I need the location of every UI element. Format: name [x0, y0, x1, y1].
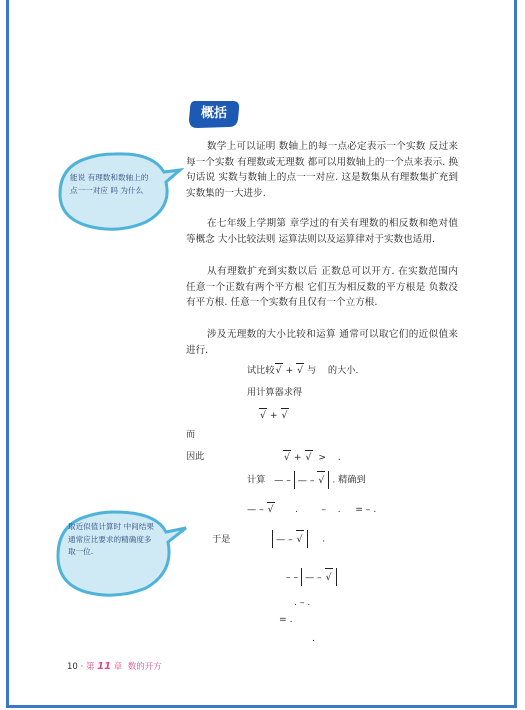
example-jisuan-line: 计算 — – — – √ . 精确到 — [247, 471, 366, 489]
sqrt-symbol — [275, 363, 283, 377]
sqrt-symbol — [305, 450, 313, 464]
example-row-a: — – √ . – . = – . — [247, 502, 376, 516]
example-yushi-label: 于是 — [212, 534, 231, 545]
example-compare-line: 试比较√ + √ 与 的大小. — [247, 363, 358, 377]
chapter-title: 数的开方 — [127, 662, 162, 672]
example-sum-line: √ + √ — [259, 408, 289, 422]
summary-badge-label: 概括 — [200, 106, 227, 121]
paragraph-opposite-absolute: 在七年级上学期第 章学过的有关有理数的相反数和绝对值等概念 大小比较法则 运算法则以及运算律对于实数也适用. — [186, 218, 458, 245]
example-yinci-expr: √ + √ > . — [283, 450, 341, 464]
chapter-prefix: 第 — [85, 662, 95, 672]
sqrt-symbol — [317, 471, 325, 490]
absolute-value-bars: — – √ — [301, 568, 337, 586]
sqrt-symbol — [281, 408, 289, 422]
example-row-d: . – . — [294, 597, 311, 608]
example-calculator-line: 用计算器求得 — [247, 387, 303, 398]
chapter-number: 11 — [97, 661, 112, 672]
sqrt-symbol — [296, 363, 304, 377]
example-row-f: . — [312, 633, 315, 644]
sqrt-symbol — [267, 502, 275, 516]
example-row-c: – – — – √ — [286, 568, 337, 586]
paragraph-approximation: 涉及无理数的大小比较和运算 通常可以取它们的近似值来进行. — [186, 329, 458, 356]
thought-bubble-1-text: 能说 有理数和数轴上的点一一对应 吗 为什么 — [70, 173, 149, 195]
sqrt-symbol — [259, 408, 267, 422]
paragraph-square-roots: 从有理数扩充到实数以后 正数总可以开方. 在实数范围内 任意一个正数有两个平方根 它们互为相反数的平方根是 负数没有平方根. 任意一个实数有且仅有一个立方根. — [186, 266, 458, 308]
example-er: 而 — [186, 429, 196, 440]
example-yushi-expr: — – √ . — [272, 530, 325, 548]
example-row-e: = . — [279, 614, 293, 625]
example-yinci-label: 因此 — [186, 451, 205, 462]
paragraph-real-number-line: 数学上可以证明 数轴上的每一点必定表示一个实数 反过来 每一个实数 有理数或无理数 都可以用数轴上的一个点来表示. 换句话说 实数与数轴上的点一一对应. 这是数集从有理数集扩充到实数集的一大进步. — [186, 141, 458, 199]
absolute-value-bars: — – √ — [272, 530, 308, 548]
page-number: 10 · — [67, 662, 84, 672]
absolute-value-bars: — – √ — [294, 471, 330, 489]
page-footer — [67, 660, 162, 672]
sqrt-symbol — [325, 568, 333, 587]
chapter-suffix: 章 — [113, 662, 123, 672]
sqrt-symbol — [283, 450, 291, 464]
sqrt-symbol — [296, 530, 304, 549]
thought-bubble-2-text: 取近似值计算时 中间结果通常应比要求的精确度多取一位. — [68, 522, 154, 556]
